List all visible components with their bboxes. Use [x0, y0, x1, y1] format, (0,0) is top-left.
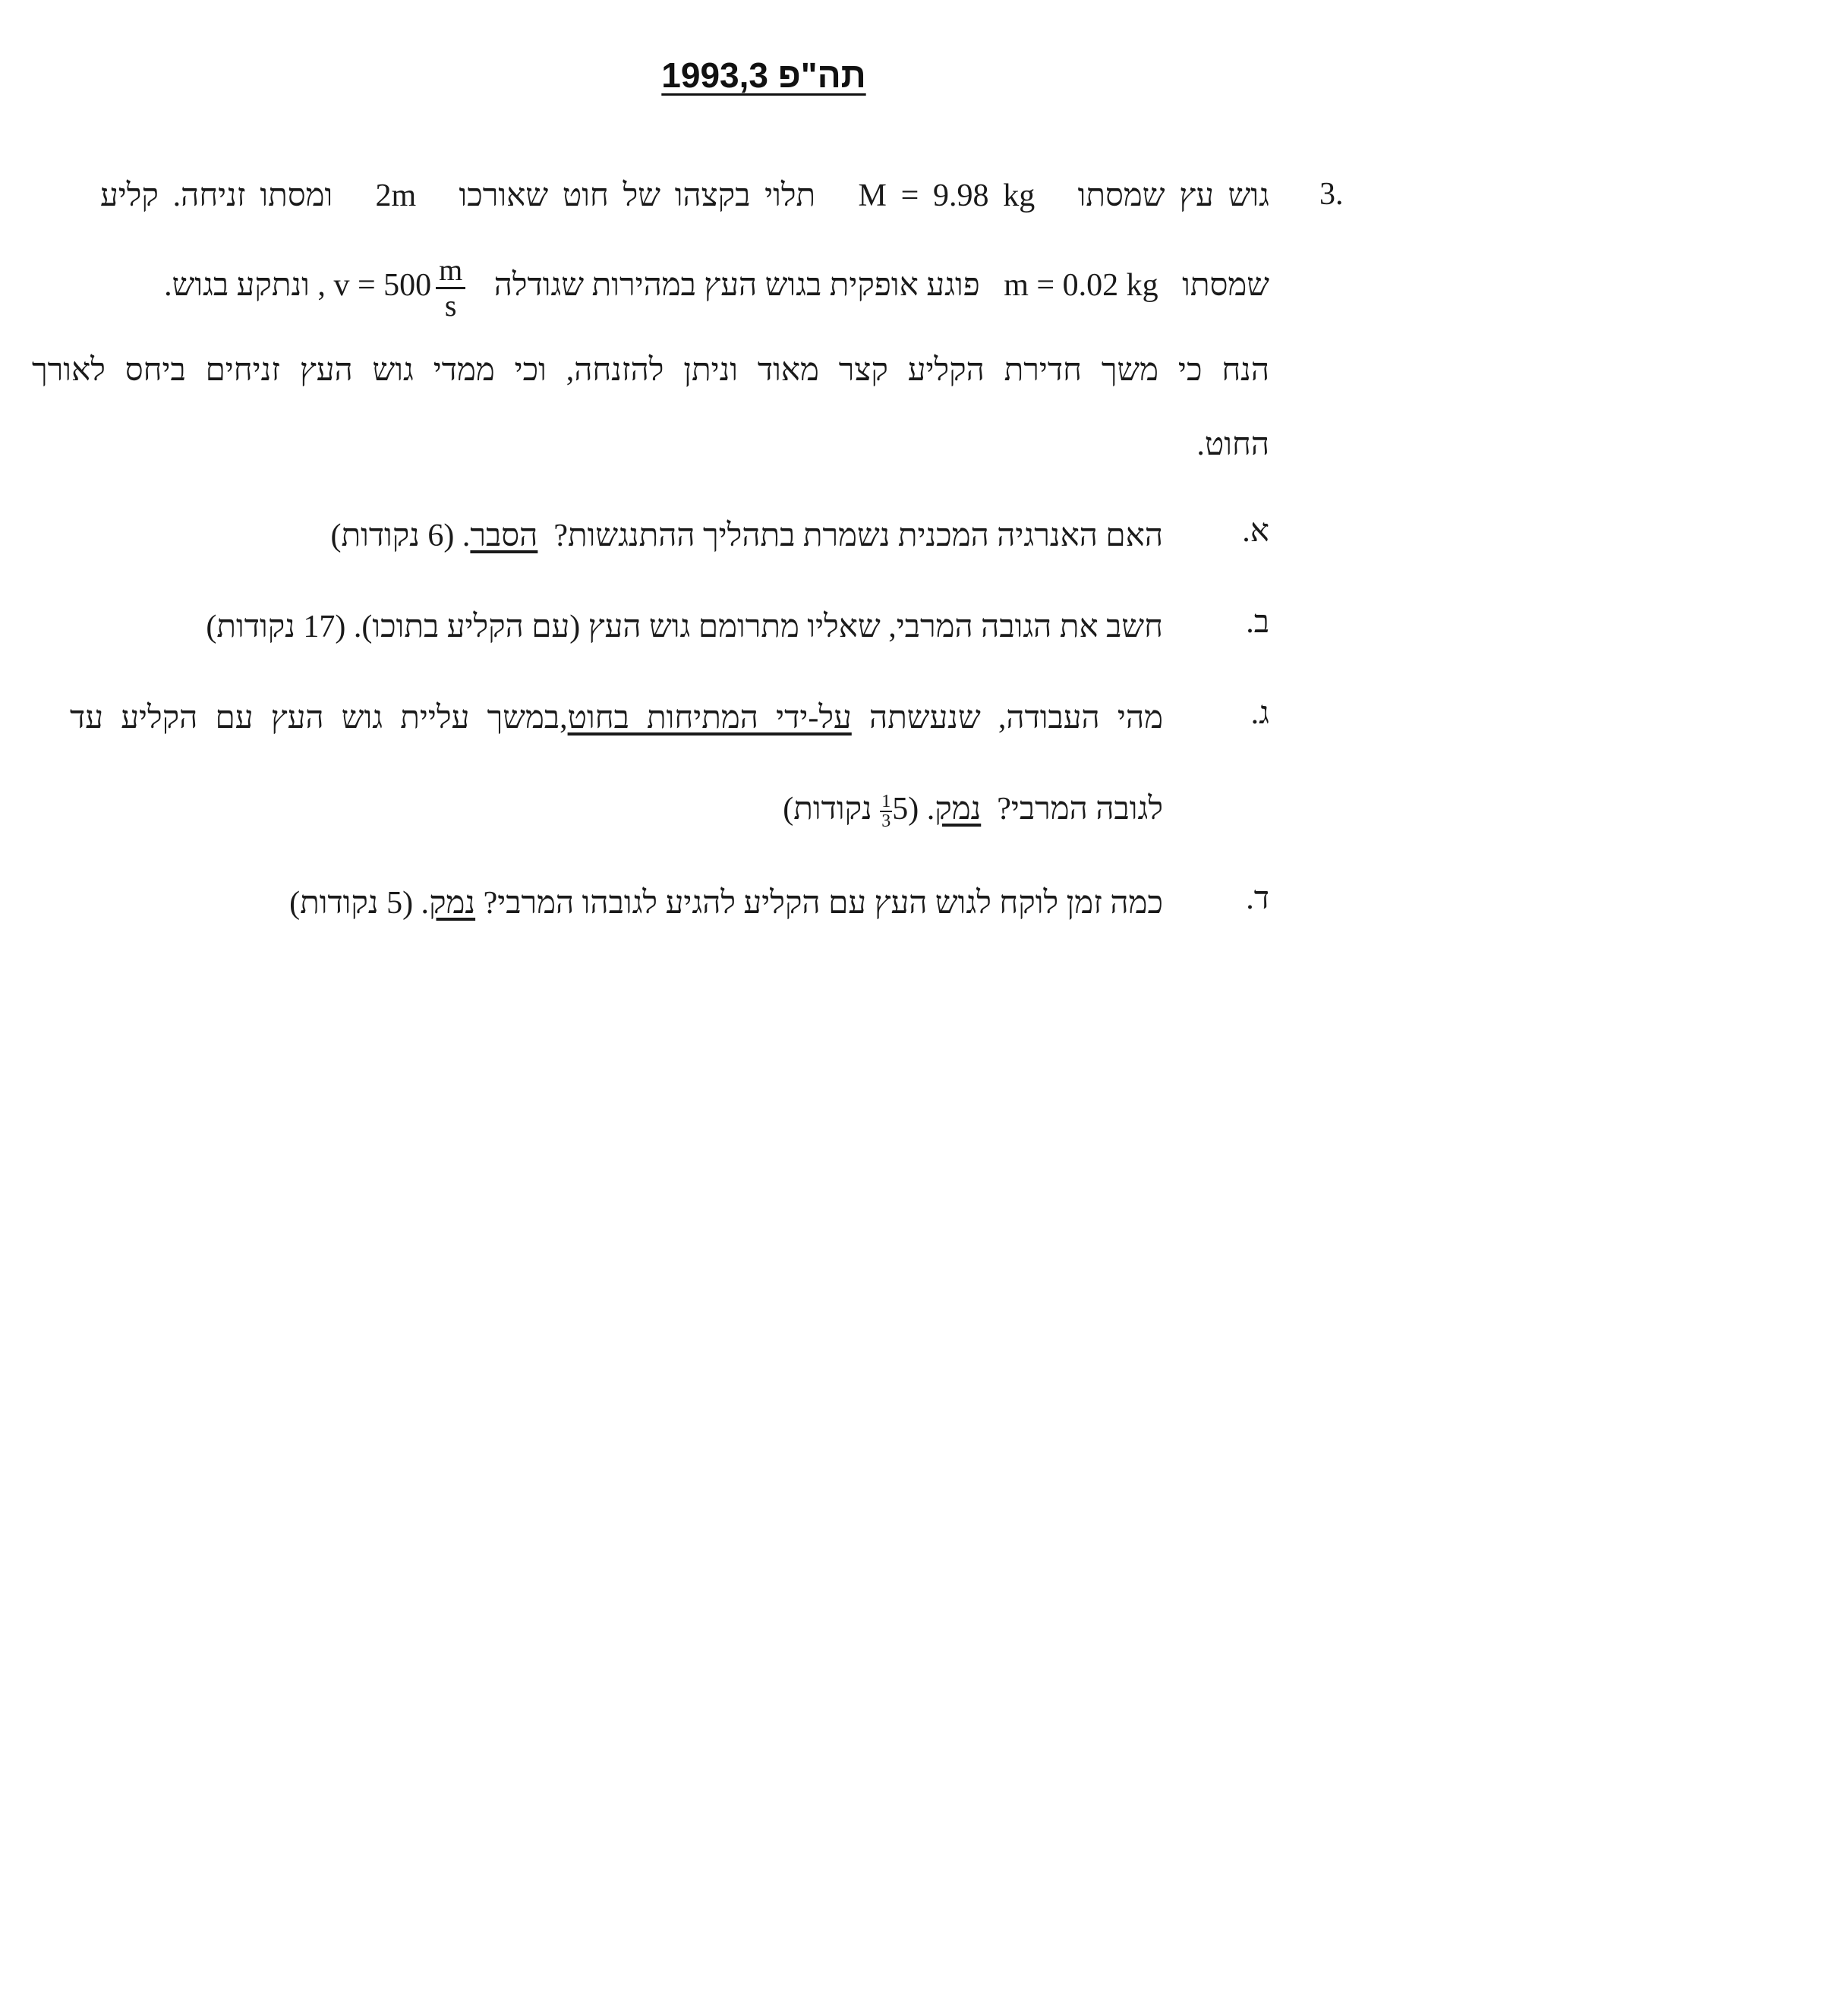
part-c-line-1: מהי העבודה, שנעשתה על-ידי המתיחות בחוט,במשך עליית גוש העץ עם הקליע עד — [70, 701, 1163, 736]
points-fraction: $\frac{1}{3}$ — [881, 792, 891, 832]
intro-line-2 — [32, 255, 1269, 321]
intro-text: ומסתו זניחה. קליע — [100, 178, 333, 213]
part-letter-b: ב. — [1246, 605, 1269, 640]
page-title: תה"פ 1993,3 — [661, 55, 866, 95]
part-letter-c: ג. — [1250, 696, 1269, 731]
underlined-reason: נמק — [429, 886, 476, 921]
part-b: חשב את הגובה המרבי, שאליו מתרומם גוש העץ (עם הקליע בתוכו). (17 נקודות) — [206, 610, 1163, 644]
part-d: כמה זמן לוקח לגוש העץ עם הקליע להגיע לגובהו המרבי? נמק. (5 נקודות) — [289, 886, 1163, 921]
mass-small-formula: m = 0.02 kg — [1004, 268, 1158, 304]
intro-line-1 — [100, 173, 1269, 219]
intro-text: פוגע אופקית בגוש העץ במהירות שגודלה — [493, 268, 980, 304]
velocity-unit-fraction: $\frac{m}{s}$ — [436, 255, 465, 321]
underlined-tension: על-ידי המתיחות בחוט — [567, 701, 852, 736]
part-a: האם האנרגיה המכנית נשמרת בתהליך ההתנגשות? הסבר. (6 נקודות) — [330, 518, 1163, 553]
intro-text: תלוי בקצהו של חוט שאורכו — [459, 178, 816, 213]
intro-text: גוש עץ שמסתו — [1077, 178, 1269, 213]
part-letter-d: ד. — [1246, 881, 1269, 916]
intro-text: , ונתקע בגוש. — [164, 268, 326, 304]
string-length: 2m — [375, 178, 417, 213]
part-c-line-2: לגובה המרבי? נמק. (5 $\frac{1}{3}$ נקודות) — [783, 792, 1163, 832]
intro-text: שמסתו — [1182, 268, 1269, 304]
intro-line-3: הנח כי משך חדירת הקליע קצר מאוד וניתן להזנחה, וכי ממדי גוש העץ זניחים ביחס לאורך — [32, 353, 1269, 388]
underlined-reason: נמק — [935, 792, 982, 827]
intro-line-4: החוט. — [1196, 427, 1269, 462]
part-letter-a: א. — [1242, 514, 1269, 549]
question-number: .3 — [1319, 177, 1344, 212]
mass-big-formula: M = 9.98 kg — [858, 178, 1036, 213]
underlined-explain: הסבר — [470, 518, 538, 553]
velocity-formula: v = 500 $\frac{m}{s}$ — [333, 268, 470, 303]
